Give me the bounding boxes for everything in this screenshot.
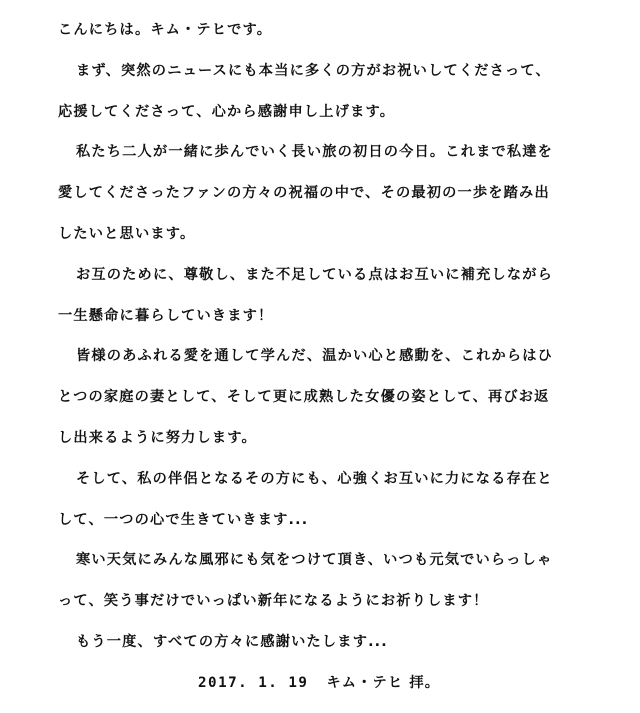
letter-line-15: って、笑う事だけでいっぱい新年になるようにお祈りします！ — [58, 593, 489, 610]
signature-name: キム・テヒ 拝。 — [326, 674, 441, 691]
letter-line-16: もう一度、すべての方々に感謝いたします... — [76, 633, 388, 650]
letter-line-8: 一生懸命に暮らしていきます！ — [58, 307, 274, 324]
letter-line-13: して、一つの心で生きていきます... — [58, 511, 309, 528]
letter-line-6: したいと思います。 — [58, 225, 196, 242]
letter-line-12: そして、私の伴侶となるその方にも、心強くお互いに力になる存在と — [76, 470, 553, 487]
letter-line-2: まず、突然のニュースにも本当に多くの方がお祝いしてくださって、 — [76, 62, 551, 79]
letter-line-5: 愛してくださったファンの方々の祝福の中で、その最初の一歩を踏み出 — [58, 185, 550, 202]
letter-line-9: 皆様のあふれる愛を通して学んだ、温かい心と感動を、これからはひ — [76, 348, 554, 365]
letter-line-4: 私たち二人が一緒に歩んでいく長い旅の初日の今日。これまで私達を — [76, 144, 554, 161]
letter-line-11: し出来るように努力します。 — [58, 429, 257, 446]
signature-date: 2017. 1. 19 — [198, 674, 309, 691]
letter-line-14: 寒い天気にみんな風邪にも気をつけて頂き、いつも元気でいらっしゃ — [76, 552, 553, 569]
letter-line-10: とつの家庭の妻として、そして更に成熟した女優の姿として、再びお返 — [58, 389, 550, 406]
signature — [58, 663, 600, 704]
letter-line-7: お互のために、尊敬し、また不足している点はお互いに補充しながら — [76, 266, 554, 283]
letter-line-3: 応援してくださって、心から感謝申し上げます。 — [58, 103, 396, 120]
letter-line-1: こんにちは。キム・テヒです。 — [58, 22, 273, 38]
